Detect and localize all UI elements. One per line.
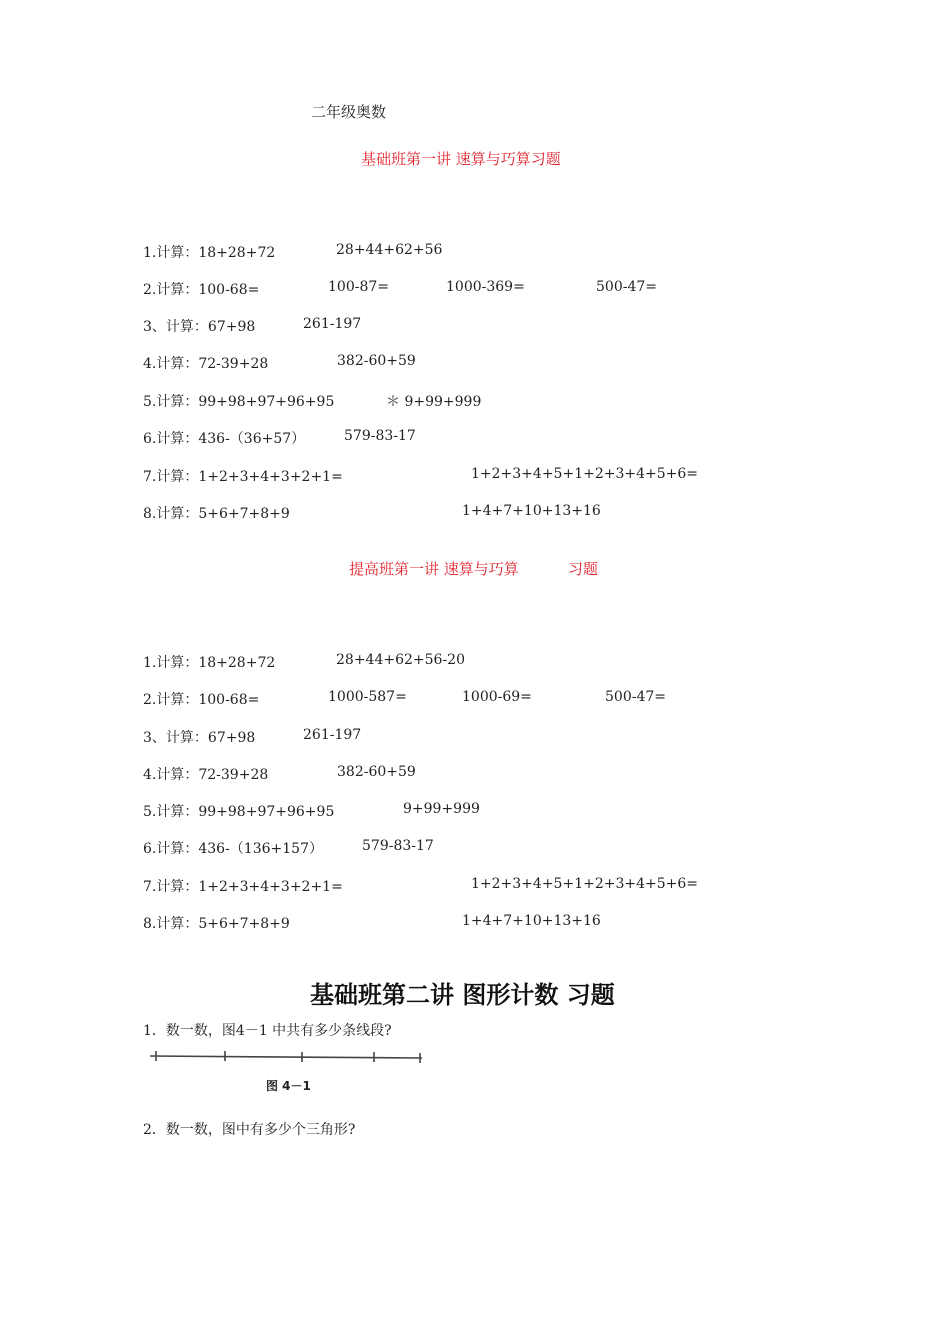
section2-title-suffix: 习题 [568, 560, 599, 578]
section2-title: 提高班第一讲 速算与巧算 [349, 560, 519, 578]
section1-title: 基础班第一讲 速算与巧算习题 [361, 150, 561, 168]
question-2: 2．数一数，图中有多少个三角形? [143, 1122, 356, 1138]
section3-title: 基础班第二讲 图形计数 习题 [310, 981, 615, 1009]
page-subtitle: 二年级奥数 [311, 103, 387, 121]
figure-label: 图 4－1 [266, 1079, 311, 1093]
question-1: 1．数一数，图4－1 中共有多少条线段? [143, 1023, 392, 1039]
